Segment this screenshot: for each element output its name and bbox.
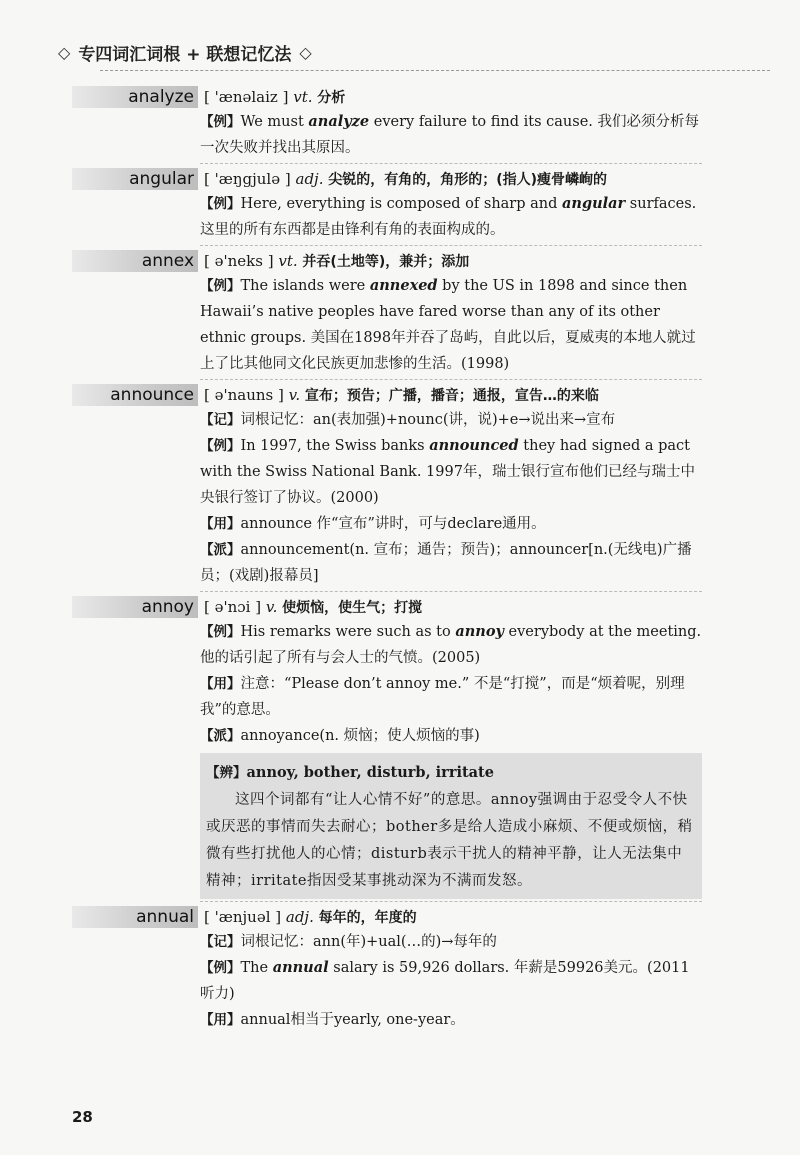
running-header <box>58 40 768 65</box>
definition: 尖锐的，有角的，角形的；(指人)瘦骨嶙峋的 <box>328 172 608 188</box>
part-of-speech: v. <box>288 386 301 404</box>
note-text: The islands were <box>240 278 370 294</box>
distinction-title <box>206 759 694 787</box>
entry-divider <box>200 163 702 164</box>
synonym-distinction-box <box>200 753 702 899</box>
note-tag: 【例】 <box>200 624 241 640</box>
entry-headline <box>72 168 702 191</box>
note-text: every failure to find its cause. 我们必须分析每一次失败并找出其原因。 <box>200 114 699 156</box>
dictionary-entry <box>72 596 702 902</box>
part-of-speech: vt. <box>293 88 313 106</box>
note-tag: 【例】 <box>200 438 241 454</box>
keyword: angular <box>562 195 626 212</box>
entry-headline <box>72 86 702 109</box>
phonetic: [ ə'nauns ] <box>204 386 284 404</box>
note-text: We must <box>240 114 309 130</box>
entry-note <box>200 537 702 589</box>
note-text: 词根记忆：an(表加强)+nounc(讲，说)+e→说出来→宣布 <box>240 412 616 428</box>
entry-note <box>200 1007 702 1033</box>
entry-note <box>200 955 702 1007</box>
entry-note <box>200 511 702 537</box>
entry-note <box>200 671 702 723</box>
pronunciation-and-definition <box>204 250 469 273</box>
note-text: His remarks were such as to <box>240 624 456 640</box>
headword: angular <box>72 168 198 190</box>
entry-note <box>200 619 702 671</box>
note-text: In 1997, the Swiss banks <box>240 438 430 454</box>
keyword: annoy <box>455 623 504 640</box>
note-tag: 【用】 <box>200 676 241 692</box>
phonetic: [ 'æŋgjulə ] <box>204 170 291 188</box>
note-text: announce 作“宣布”讲时，可与declare通用。 <box>240 516 546 532</box>
pronunciation-and-definition <box>204 384 599 407</box>
entry-divider <box>200 591 702 592</box>
entry-divider <box>200 379 702 380</box>
header-title: 专四词汇词根 + 联想记忆法 <box>78 45 292 65</box>
note-tag: 【用】 <box>200 516 241 532</box>
headword: analyze <box>72 86 198 108</box>
distinction-words: annoy, bother, disturb, irritate <box>246 764 494 781</box>
distinction-body: 这四个词都有“让人心情不好”的意思。annoy强调由于忍受令人不快或厌恶的事情而失去耐心；bother多是给人造成小麻烦、不便或烦恼，稍微有些打扰他人的心情；disturb表示干扰人的精神平静，让人无法集中精神；irritate指因受某事挑动深为不满而发怒。 <box>206 792 693 889</box>
note-tag: 【例】 <box>200 114 241 130</box>
headword: annoy <box>72 596 198 618</box>
part-of-speech: vt. <box>278 252 298 270</box>
entry-divider <box>200 245 702 246</box>
entry-note <box>200 109 702 161</box>
entry-note <box>200 723 702 749</box>
note-text: The <box>240 960 273 976</box>
entry-headline <box>72 906 702 929</box>
note-text: Here, everything is composed of sharp and <box>240 196 563 212</box>
keyword: announced <box>429 437 519 454</box>
part-of-speech: v. <box>265 598 278 616</box>
dictionary-entry <box>72 906 702 1033</box>
pronunciation-and-definition <box>204 596 422 619</box>
dictionary-entry <box>72 168 702 246</box>
pronunciation-and-definition <box>204 906 417 929</box>
note-text: by the US in 1898 and since then Hawaii’s native peoples have fared worse than any of its other ethnic groups. 美国在1898年并吞了岛屿，自此以后，夏威夷的本地人就过上了比其他同文化民族更加悲惨的生活。(1998) <box>200 278 696 372</box>
note-text: they had signed a pact with the Swiss National Bank. 1997年，瑞士银行宣布他们已经与瑞士中央银行签订了协议。(2000) <box>200 438 695 506</box>
definition: 每年的，年度的 <box>318 910 417 926</box>
diamond-icon: ◇ <box>58 43 71 62</box>
keyword: analyze <box>308 113 370 130</box>
note-tag: 【例】 <box>200 960 241 976</box>
entry-headline <box>72 250 702 273</box>
entry-list <box>72 86 702 1037</box>
headword: annex <box>72 250 198 272</box>
dictionary-entry <box>72 250 702 380</box>
note-text: announcement(n. 宣布；通告；预告)；announcer[n.(无线电)广播员；(戏剧)报幕员] <box>200 542 692 584</box>
headword: announce <box>72 384 198 406</box>
entry-note <box>200 273 702 377</box>
part-of-speech: adj. <box>285 908 314 926</box>
note-tag: 【例】 <box>200 278 241 294</box>
note-text: 注意：“Please don’t annoy me.” 不是“打搅”，而是“烦着呢，别理我”的意思。 <box>200 676 685 718</box>
keyword: annexed <box>369 277 438 294</box>
note-text: 词根记忆：ann(年)+ual(…的)→每年的 <box>240 934 497 950</box>
pronunciation-and-definition <box>204 86 345 109</box>
note-text: surfaces. 这里的所有东西都是由锋利有角的表面构成的。 <box>200 196 697 238</box>
entry-note <box>200 407 702 433</box>
pronunciation-and-definition <box>204 168 607 191</box>
note-tag: 【派】 <box>200 728 241 744</box>
note-tag: 【用】 <box>200 1012 241 1028</box>
entry-headline <box>72 596 702 619</box>
definition: 宣布；预告；广播，播音；通报，宣告…的来临 <box>304 388 599 404</box>
phonetic: [ ə'neks ] <box>204 252 274 270</box>
page-number: 28 <box>72 1108 93 1126</box>
diamond-icon: ◇ <box>299 43 312 62</box>
note-tag: 【派】 <box>200 542 241 558</box>
entry-divider <box>200 901 702 902</box>
entry-note <box>200 191 702 243</box>
dictionary-entry <box>72 86 702 164</box>
entry-note <box>200 433 702 511</box>
dictionary-entry <box>72 384 702 592</box>
note-text: annoyance(n. 烦恼；使人烦恼的事) <box>240 728 480 744</box>
note-text: annual相当于yearly, one-year。 <box>240 1012 465 1028</box>
definition: 并吞(土地等)，兼并；添加 <box>302 254 470 270</box>
phonetic: [ 'ænəlaiz ] <box>204 88 289 106</box>
entry-headline <box>72 384 702 407</box>
phonetic: [ ə'nɔi ] <box>204 598 262 616</box>
note-text: everybody at the meeting. 他的话引起了所有与会人士的气愤。(2005) <box>200 624 702 666</box>
headword: annual <box>72 906 198 928</box>
note-tag: 【记】 <box>200 934 241 950</box>
note-tag: 【记】 <box>200 412 241 428</box>
header-divider <box>100 70 770 71</box>
note-text: salary is 59,926 dollars. 年薪是59926美元。(2011 听力) <box>200 960 690 1002</box>
entry-note <box>200 929 702 955</box>
note-tag: 【例】 <box>200 196 241 212</box>
keyword: annual <box>272 959 329 976</box>
definition: 使烦恼，使生气；打搅 <box>282 600 423 616</box>
note-tag: 【辨】 <box>206 765 247 781</box>
part-of-speech: adj. <box>295 170 324 188</box>
phonetic: [ 'ænjuəl ] <box>204 908 282 926</box>
definition: 分析 <box>317 90 346 106</box>
